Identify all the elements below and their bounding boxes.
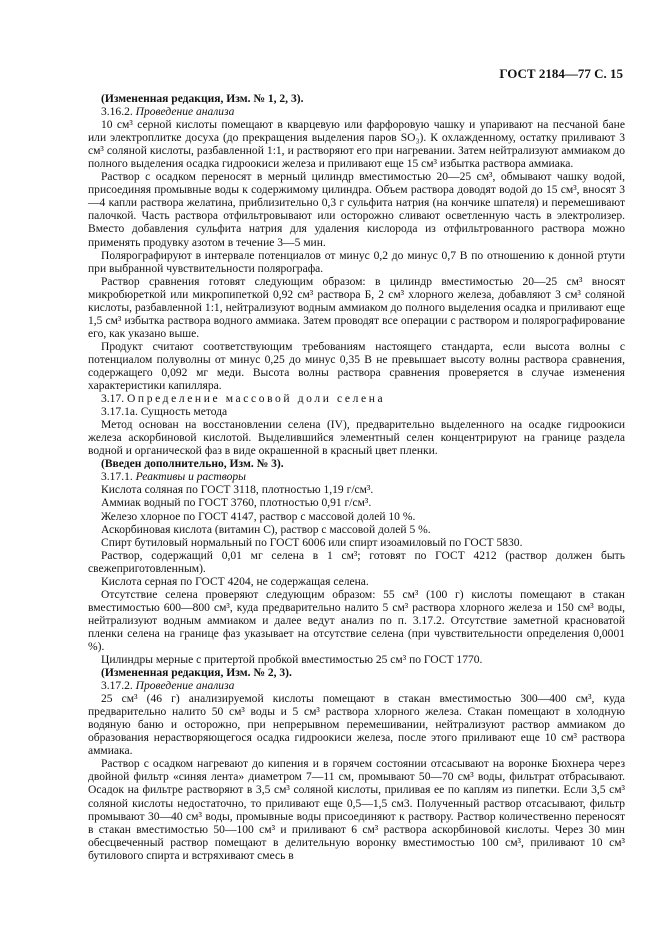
document-body — [88, 93, 625, 863]
section-title: Реактивы и растворы — [135, 471, 247, 484]
paragraph: 10 см³ серной кислоты помещают в кварцевую или фарфоровую чашку и упаривают на песчаной бане или электроплитке досуха (до прекращения выделения паров SO₃). К охлажденному, остатку приливают 3 см³ соляной кислоты, разбавленной 1:1, и растворяют его при нагревании. Затем нейтрализуют аммиаком до полного выделения осадка гидроокиси железа и приливают еще 15 см³ избытка раствора аммиака. — [88, 119, 625, 171]
section-number: 3.17.1. — [101, 471, 136, 484]
section-number: 3.17.2. — [101, 680, 136, 693]
amendment-note: (Измененная редакция, Изм. № 2, 3). — [101, 667, 292, 680]
section-heading — [88, 106, 625, 119]
paragraph: Отсутствие селена проверяют следующим образом: 55 см³ (100 г) кислоты помещают в стакан вместимостью 600—800 см³, куда предварительно налито 5 см³ раствора хлорного железа и 150 см³ воды, нейтрализуют водным аммиаком и далее ведут анализ по п. 3.17.2. Отсутствие заметной красноватой пленки селена на границе фаз указывает на отсутствие селена (при чувствительности определения 0,0001 %). — [88, 588, 625, 653]
paragraph: Метод основан на восстановлении селена (IV), предварительно выделенного на осадке гидроокиси железа аскорбиновой кислотой. Выделившийся элементный селен концентрируют на границе раздела водной и органической фаз в виде окрашенной в красный цвет пленки. — [88, 419, 625, 458]
paragraph: Полярографируют в интервале потенциалов от минус 0,2 до минус 0,7 В по отношению к донной ртути при выбранной чувствительности полярографа. — [88, 249, 625, 275]
paragraph: Железо хлорное по ГОСТ 4147, раствор с массовой долей 10 %. — [101, 510, 416, 523]
paragraph: Раствор, содержащий 0,01 мг селена в 1 см³; готовят по ГОСТ 4212 (раствор должен быть свежеприготовленным). — [88, 549, 625, 575]
amendment-note: (Измененная редакция, Изм. № 1, 2, 3). — [101, 93, 304, 105]
section-heading — [88, 471, 625, 484]
paragraph: Раствор с осадком переносят в мерный цилиндр вместимостью 20—25 см³, обмывают чашку водой, присоединяя промывные воды к содержимому цилиндра. Объем раствора доводят водой до 15 см³, вносят 3—4 капли раствора желатина, приблизительно 0,3 г сульфита натрия (на кончике шпателя) и перемешивают палочкой. Часть раствора отфильтровывают или осторожно сливают осветленную часть в электролизер. Вместо добавления сульфита натрия для удаления кислорода из отфильтрованного раствора можно применять продувку азотом в течение 3—5 мин. — [88, 171, 625, 249]
paragraph: Кислота соляная по ГОСТ 3118, плотностью 1,19 г/см³. — [101, 484, 374, 497]
section-number: 3.17. — [101, 393, 127, 406]
paragraph: Спирт бутиловый нормальный по ГОСТ 6006 или спирт изоамиловый по ГОСТ 5830. — [101, 536, 523, 549]
paragraph: Аммиак водный по ГОСТ 3760, плотностью 0,91 г/см³. — [101, 497, 372, 510]
section-heading — [88, 393, 625, 406]
paragraph: Кислота серная по ГОСТ 4204, не содержащая селена. — [101, 575, 369, 588]
section-title: Проведение анализа — [135, 106, 235, 119]
paragraph: Раствор с осадком нагревают до кипения и в горячем состоянии отсасывают на воронке Бюхнера через двойной фильтр «синяя лента» диаметром 7—11 см, промывают 50—70 см³ воды, фильтрат отбрасывают. Осадок на фильтре растворяют в 3,5 см³ соляной кислоты, приливая ее по каплям из пипетки. Если 3,5 см³ соляной кислоты недостаточно, то приливают еще 0,5—1,5 см3. Полученный раствор отсасывают, фильтр промывают 30—40 см³ воды, промывные воды присоединяют к раствору. Раствор количественно переносят в стакан вместимостью 50—100 см³ и приливают 6 см³ раствора аскорбиновой кислоты. Через 30 мин обесцвеченный раствор помещают в делительную воронку вместимостью 100 см³, приливают 10 см³ бутилового спирта и встряхивают смесь в — [88, 758, 625, 862]
section-title: Определение массовой доли селена — [126, 393, 386, 406]
page-header: ГОСТ 2184—77 С. 15 — [499, 66, 623, 81]
paragraph: Цилиндры мерные с притертой пробкой вместимостью 25 см³ по ГОСТ 1770. — [101, 654, 483, 667]
paragraph: Аскорбиновая кислота (витамин С), раствор с массовой долей 5 %. — [101, 523, 431, 536]
paragraph: Продукт считают соответствующим требованиям настоящего стандарта, если высота волны с потенциалом полуволны от минус 0,25 до минус 0,35 В не превышает высоту волны раствора сравнения, содержащего 0,092 мг меди. Высота волны раствора сравнения проверяется в случае изменения характеристики капилляра. — [88, 340, 625, 393]
paragraph: 3.17.1а. Сущность метода — [101, 406, 228, 419]
section-title: Проведение анализа — [135, 680, 235, 693]
paragraph: Раствор сравнения готовят следующим образом: в цилиндр вместимостью 20—25 см³ вносят микробюреткой или микропипеткой 0,92 см³ раствора Б, 2 см³ хлорного железа, добавляют 3 см³ соляной кислоты, разбавленной 1:1, нейтрализуют водным аммиаком до полного выделения осадка и приливают еще 1,5 см³ избытка раствора водного аммиака. Затем проводят все операции с раствором и полярографирование его, как указано выше. — [88, 275, 625, 340]
section-number: 3.16.2. — [101, 106, 136, 119]
section-heading — [88, 680, 625, 693]
paragraph: 25 см³ (46 г) анализируемой кислоты помещают в стакан вместимостью 300—400 см³, куда предварительно налито 50 см³ воды и 5 см³ раствора хлорного железа. Стакан помещают в холодную водяную баню и осторожно, при непрерывном перемешивании, нейтрализуют раствор аммиаком до образования нерастворяющегося осадка гидроокиси железа, после этого приливают еще 10 см³ раствора аммиака. — [88, 693, 625, 758]
amendment-note: (Введен дополнительно, Изм. № 3). — [101, 458, 284, 471]
